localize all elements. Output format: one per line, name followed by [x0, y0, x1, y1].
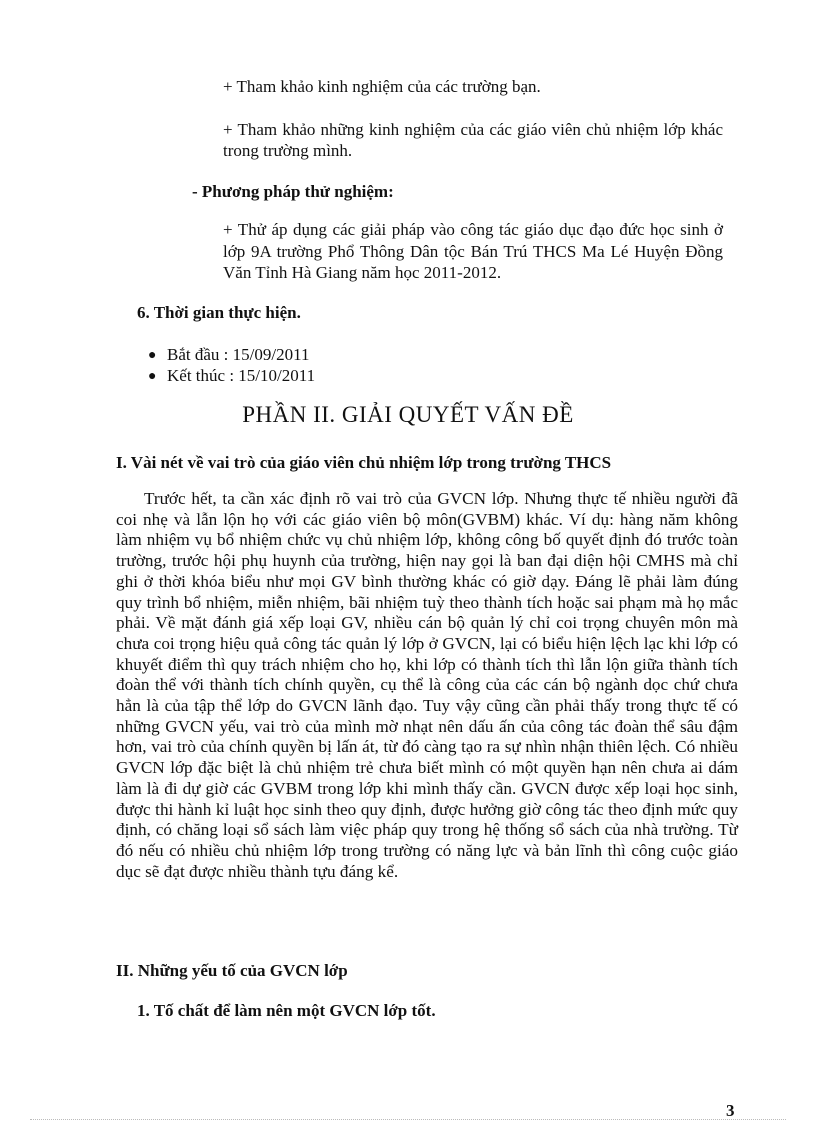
experimental-method-label: - Phương pháp thử nghiệm:: [192, 182, 394, 201]
section-one-heading: I. Vài nét về vai trò của giáo viên chủ nhiệm lớp trong trường THCS: [116, 453, 612, 472]
timeline-heading: 6. Thời gian thực hiện.: [137, 303, 301, 322]
bullet-icon: ●: [148, 348, 157, 363]
bullet-icon: ●: [148, 369, 157, 384]
part-two-title: PHẦN II. GIẢI QUYẾT VẤN ĐỀ: [242, 402, 574, 427]
section-one-body: Trước hết, ta cần xác định rõ vai trò của GVCN lớp. Nhưng thực tế nhiều người đã coi nhẹ và lẫn lộn họ với các giáo viên bộ môn(GVBM) khác. Ví dụ: hàng năm không làm nhiệm vụ bổ nhiệm chức vụ chủ nhiệm lớp, không công bố quyết định đó trước toàn trường, trước hội phụ huynh của trường, hiện nay gọi là ban đại diện hội CMHS mà chỉ ghi ở thời khóa biểu như mọi GV bình thường khác có giờ dạy. Đáng lẽ phải làm đúng quy trình bổ nhiệm, miễn nhiệm, bãi nhiệm tuỳ theo thành tích hoặc sai phạm mà họ mắc phải. Về mặt đánh giá xếp loại GV, nhiều cán bộ quản lý chỉ coi trọng chuyên môn mà chưa coi trọng hiệu quả công tác quản lý lớp ở GVCN, lại có biểu hiện lệch lạc khi lớp có khuyết điểm thì quy trách nhiệm cho họ, khi lớp có thành tích thì lẫn lộn giữa thành tích đoàn thể với thành tích chính quyền, cụ thể là công của các cán bộ ngành dọc chứ chưa hẳn là của tập thể lớp do GVCN lãnh đạo. Tuy vậy cũng cần phải thấy trong thực tế có những GVCN yếu, vai trò của mình mờ nhạt nên dấu ấn của công tác đoàn thể sâu đậm hơn, vai trò của chính quyền bị lấn át, từ đó càng tạo ra sự nhìn nhận thiên lệch. Có nhiều GVCN lớp đặc biệt là chủ nhiệm trẻ chưa biết mình có một quyền hạn nên chưa ai dám làm là đi dự giờ các GVBM trong lớp khi mình thấy cần. GVCN được xếp loại học sinh, được thi hành kỉ luật học sinh theo quy định, được hưởng giờ công tác theo định mức quy định, có chăng loại sổ sách làm việc pháp quy trong hệ thống sổ sách của nhà trường. Từ đó nếu có nhiều chủ nhiệm lớp trong trường có năng lực và bản lĩnh thì công cuộc giáo dục sẽ đạt được nhiều thành tựu đáng kể.: [116, 489, 738, 881]
timeline-end: Kết thúc : 15/10/2011: [167, 366, 316, 385]
ref-teachers-text: + Tham khảo những kinh nghiệm của các giáo viên chủ nhiệm lớp khác trong trường mình.: [223, 120, 723, 160]
experimental-method-text: + Thử áp dụng các giải pháp vào công tác giáo dục đạo đức học sinh ở lớp 9A trường Phổ Thông Dân tộc Bán Trú THCS Ma Lé Huyện Đồng Văn Tỉnh Hà Giang năm học 2011-2012.: [223, 220, 723, 282]
ref-schools-item: + Tham khảo kinh nghiệm của các trường bạn.: [223, 77, 541, 96]
footer-divider: [30, 1119, 786, 1120]
ref-teachers-item: [223, 119, 723, 161]
page-number: 3: [726, 1101, 735, 1120]
subsection-heading: 1. Tố chất để làm nên một GVCN lớp tốt.: [137, 1001, 436, 1020]
timeline-start: Bắt đầu : 15/09/2011: [167, 345, 310, 364]
experimental-method-item: [223, 219, 723, 284]
section-two-heading: II. Những yếu tố của GVCN lớp: [116, 961, 348, 980]
